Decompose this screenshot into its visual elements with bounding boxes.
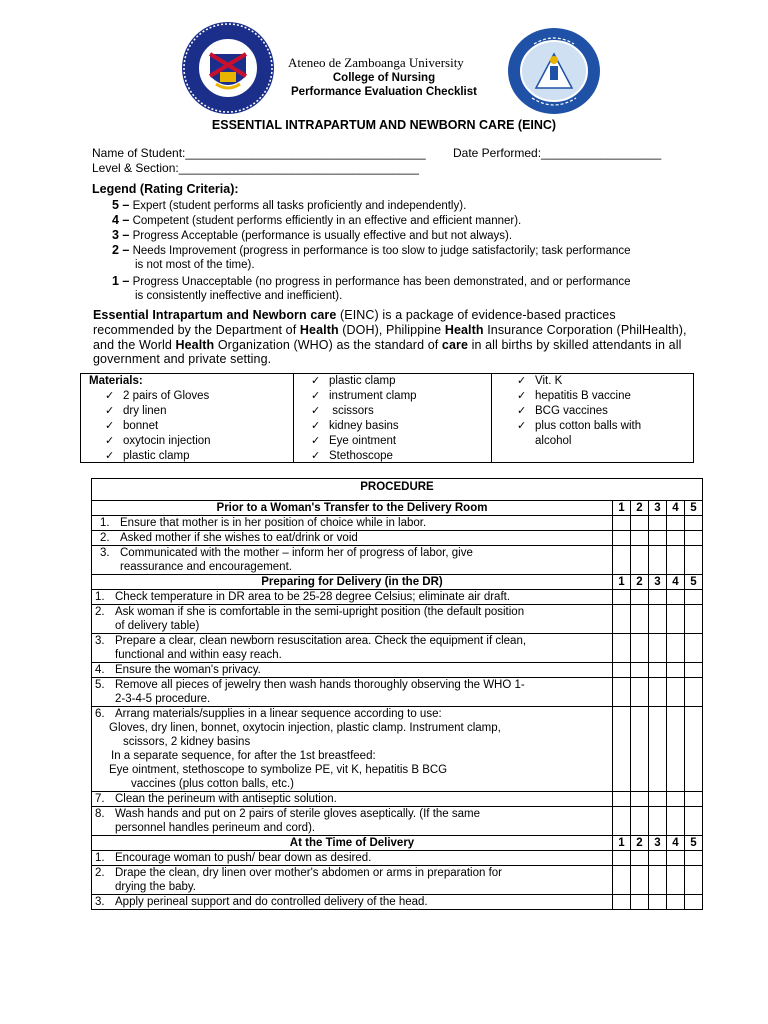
procedure-row: 2. Ask woman if she is comfortable in the semi-upright position (the default position of delivery table) <box>92 605 703 634</box>
score-cell[interactable] <box>685 895 703 910</box>
score-cell[interactable] <box>613 851 631 866</box>
checkmark-icon: ✓ <box>311 435 321 447</box>
score-cell[interactable] <box>649 516 667 531</box>
checkmark-icon: ✓ <box>517 375 527 387</box>
score-cell[interactable] <box>631 678 649 707</box>
score-cell[interactable] <box>613 678 631 707</box>
score-cell[interactable] <box>613 531 631 546</box>
procedure-row: 3. Prepare a clear, clean newborn resuscitation area. Check the equipment if clean, functional and within easy reach. <box>92 634 703 663</box>
score-cell[interactable] <box>613 792 631 807</box>
materials-column-1: Materials: ✓ 2 pairs of Gloves ✓ dry linen ✓ bonnet ✓ oxytocin injection ✓ plastic clamp <box>89 374 289 462</box>
score-cell[interactable] <box>685 866 703 895</box>
procedure-table <box>91 478 703 910</box>
score-cell[interactable] <box>649 866 667 895</box>
legend-item-continued: is consistently ineffective and inefficient). <box>135 290 343 302</box>
checkmark-icon: ✓ <box>311 420 321 432</box>
procedure-row: 1. Ensure that mother is in her position of choice while in labor. <box>92 516 703 531</box>
university-name: Ateneo de Zamboanga University <box>288 55 464 70</box>
einc-intro-paragraph: Essential Intrapartum and Newborn care (EINC) is a package of evidence-based practices recommended by the Department of Health (DOH), Philippine Health Insurance Corporation (PhilHealth), and the World Health Organization (WHO) as the standard of care in all births by skilled attendants in all government and private setting. <box>93 308 687 367</box>
score-cell[interactable] <box>685 792 703 807</box>
score-cell[interactable] <box>649 663 667 678</box>
checkmark-icon: ✓ <box>517 405 527 417</box>
score-cell[interactable] <box>649 531 667 546</box>
score-cell[interactable] <box>667 792 685 807</box>
procedure-row: 5. Remove all pieces of jewelry then wash hands thoroughly observing the WHO 1- 2-3-4-5 procedure. <box>92 678 703 707</box>
section-header-row: Preparing for Delivery (in the DR) 1 2 3 4 5 <box>92 575 703 590</box>
college-of-nursing-seal-logo <box>506 26 602 116</box>
score-cell[interactable] <box>667 605 685 634</box>
score-cell[interactable] <box>685 590 703 605</box>
score-cell[interactable] <box>631 707 649 792</box>
score-cell[interactable] <box>685 663 703 678</box>
score-cell[interactable] <box>631 895 649 910</box>
procedure-row: 3. Apply perineal support and do controlled delivery of the head. <box>92 895 703 910</box>
checkmark-icon: ✓ <box>517 420 527 432</box>
procedure-row: 4. Ensure the woman's privacy. <box>92 663 703 678</box>
score-cell[interactable] <box>613 866 631 895</box>
score-cell[interactable] <box>685 851 703 866</box>
score-cell[interactable] <box>649 851 667 866</box>
level-section-field[interactable]: Level & Section:____________________________________ <box>92 161 419 175</box>
legend-title: Legend (Rating Criteria): <box>92 182 239 196</box>
student-name-field[interactable]: Name of Student:____________________________________ <box>92 146 426 160</box>
score-cell[interactable] <box>667 895 685 910</box>
score-cell[interactable] <box>649 590 667 605</box>
checkmark-icon: ✓ <box>105 435 115 447</box>
score-cell[interactable] <box>649 707 667 792</box>
legend-item-continued: is not most of the time). <box>135 259 255 271</box>
score-cell[interactable] <box>649 605 667 634</box>
checkmark-icon: ✓ <box>311 405 321 417</box>
score-cell[interactable] <box>685 516 703 531</box>
score-cell[interactable] <box>613 663 631 678</box>
score-cell[interactable] <box>613 707 631 792</box>
legend-item: 2 – Needs Improvement (progress in performance is too slow to judge satisfactorily; task performance <box>112 243 631 257</box>
checkmark-icon: ✓ <box>105 450 115 462</box>
score-cell[interactable] <box>667 851 685 866</box>
checkmark-icon: ✓ <box>105 390 115 402</box>
score-cell[interactable] <box>613 516 631 531</box>
procedure-row: 7. Clean the perineum with antiseptic solution. <box>92 792 703 807</box>
checkmark-icon: ✓ <box>105 420 115 432</box>
score-cell[interactable] <box>667 590 685 605</box>
score-cell[interactable] <box>685 634 703 663</box>
checkmark-icon: ✓ <box>105 405 115 417</box>
materials-column-2: ✓ plastic clamp ✓ instrument clamp ✓ scissors ✓ kidney basins ✓ Eye ointment ✓ Stethoscope <box>311 375 417 462</box>
legend-item: 4 – Competent (student performs efficiently in an effective and efficient manner). <box>112 213 522 227</box>
procedure-heading: PROCEDURE <box>92 479 703 501</box>
score-cell[interactable] <box>631 605 649 634</box>
procedure-row: 2. Drape the clean, dry linen over mother's abdomen or arms in preparation for drying the baby. <box>92 866 703 895</box>
checkmark-icon: ✓ <box>311 375 321 387</box>
ateneo-seal-logo <box>180 20 276 116</box>
legend-item: 1 – Progress Unacceptable (no progress in performance has been demonstrated, and or performance <box>112 274 631 288</box>
procedure-row: 6. Arrang materials/supplies in a linear sequence according to use: Gloves, dry linen, bonnet, oxytocin injection, plastic clamp. Instrument clamp, scissors, 2 kidney basins In a separate sequence, for after the 1st breastfeed: Eye ointment, stethoscope to symbolize PE, vit K, hepatitis B BCG vaccines (plus cotton balls, etc.) <box>92 707 703 792</box>
score-cell[interactable] <box>631 590 649 605</box>
score-cell[interactable] <box>649 546 667 575</box>
checkmark-icon: ✓ <box>517 390 527 402</box>
score-cell[interactable] <box>613 590 631 605</box>
score-cell[interactable] <box>631 866 649 895</box>
score-cell[interactable] <box>667 634 685 663</box>
score-cell[interactable] <box>667 866 685 895</box>
score-cell[interactable] <box>649 792 667 807</box>
procedure-row: 1. Check temperature in DR area to be 25-28 degree Celsius; eliminate air draft. <box>92 590 703 605</box>
procedure-row: 8. Wash hands and put on 2 pairs of sterile gloves aseptically. (If the same personnel handles perineum and cord). <box>92 807 703 836</box>
score-cell[interactable] <box>667 663 685 678</box>
checkmark-icon: ✓ <box>311 450 321 462</box>
score-cell[interactable] <box>667 707 685 792</box>
score-cell[interactable] <box>613 546 631 575</box>
page-title: ESSENTIAL INTRAPARTUM AND NEWBORN CARE (EINC) <box>211 118 557 132</box>
score-cell[interactable] <box>631 792 649 807</box>
date-performed-field[interactable]: Date Performed:__________________ <box>453 146 662 160</box>
score-cell[interactable] <box>685 707 703 792</box>
score-cell[interactable] <box>649 807 667 836</box>
section-header-row: At the Time of Delivery 1 2 3 4 5 <box>92 836 703 851</box>
score-cell[interactable] <box>631 531 649 546</box>
college-name: College of Nursing <box>332 72 436 84</box>
score-cell[interactable] <box>667 546 685 575</box>
score-cell[interactable] <box>631 663 649 678</box>
score-cell[interactable] <box>631 546 649 575</box>
procedure-row: 2. Asked mother if she wishes to eat/drink or void <box>92 531 703 546</box>
checkmark-icon: ✓ <box>311 390 321 402</box>
score-cell[interactable] <box>631 634 649 663</box>
score-cell[interactable] <box>685 678 703 707</box>
legend-item: 5 – Expert (student performs all tasks proficiently and independently). <box>112 198 467 212</box>
procedure-row: 1. Encourage woman to push/ bear down as desired. <box>92 851 703 866</box>
score-cell[interactable] <box>631 851 649 866</box>
score-cell[interactable] <box>613 807 631 836</box>
checklist-subtitle: Performance Evaluation Checklist <box>291 86 477 98</box>
materials-column-3: ✓ Vit. K ✓ hepatitis B vaccine ✓ BCG vaccines ✓ plus cotton balls with alcohol <box>517 375 642 447</box>
score-cell[interactable] <box>649 678 667 707</box>
section-header-row: Prior to a Woman's Transfer to the Delivery Room 1 2 3 4 5 <box>92 501 703 516</box>
score-cell[interactable] <box>631 807 649 836</box>
procedure-row: 3. Communicated with the mother – inform her of progress of labor, give reassurance and encouragement. <box>92 546 703 575</box>
materials-box <box>80 373 694 463</box>
materials-label: Materials: <box>89 375 143 387</box>
score-cell[interactable] <box>685 531 703 546</box>
score-cell[interactable] <box>667 807 685 836</box>
score-cell[interactable] <box>667 516 685 531</box>
score-cell[interactable] <box>667 678 685 707</box>
score-cell[interactable] <box>685 807 703 836</box>
score-cell[interactable] <box>613 895 631 910</box>
score-cell[interactable] <box>667 531 685 546</box>
score-cell[interactable] <box>613 605 631 634</box>
score-cell[interactable] <box>685 605 703 634</box>
legend-item: 3 – Progress Acceptable (performance is usually effective and but not always). <box>112 228 513 242</box>
score-cell[interactable] <box>631 516 649 531</box>
score-cell[interactable] <box>649 895 667 910</box>
score-cell[interactable] <box>649 634 667 663</box>
score-cell[interactable] <box>613 634 631 663</box>
score-cell[interactable] <box>685 546 703 575</box>
